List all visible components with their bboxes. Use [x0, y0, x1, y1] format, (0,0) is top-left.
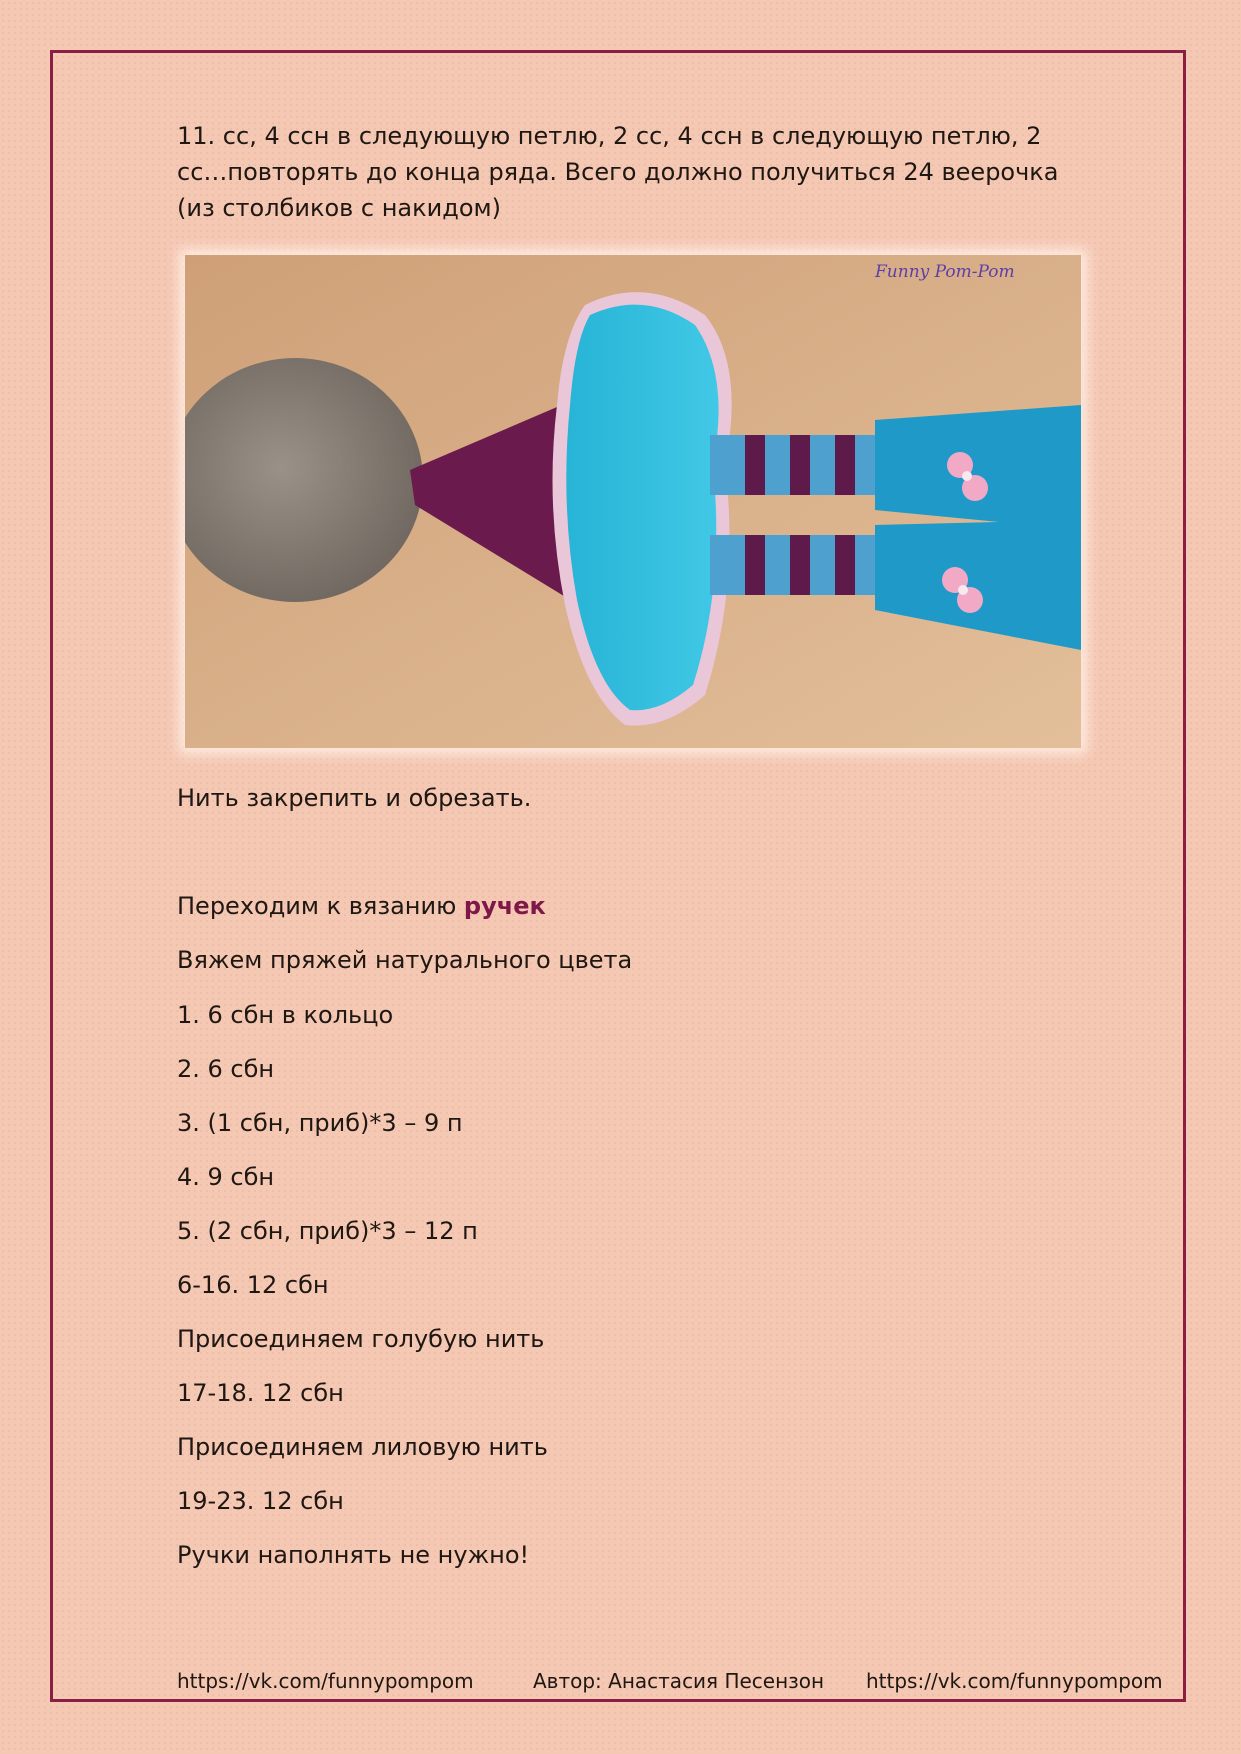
row-item: 2. 6 сбн — [177, 1055, 275, 1083]
row-item: 19-23. 12 сбн — [177, 1487, 344, 1515]
section-intro: Переходим к вязанию — [177, 892, 464, 920]
section-heading — [177, 888, 546, 924]
yarn-note: Вяжем пряжей натурального цвета — [177, 946, 633, 974]
row-11-paragraph: 11. сс, 4 ссн в следующую петлю, 2 сс, 4 ссн в следующую петлю, 2 сс…повторять до конца ряда. Всего должно получиться 24 веерочка (из столбиков с накидом) — [177, 122, 1059, 222]
row-item: 6-16. 12 сбн — [177, 1271, 329, 1299]
doll-photo — [185, 255, 1081, 748]
footer-link-right[interactable]: https://vk.com/funnypompom — [866, 1669, 1163, 1693]
watermark: Funny Pom-Pom — [875, 262, 1015, 282]
row-item: Присоединяем голубую нить — [177, 1325, 545, 1353]
section-accent: ручек — [463, 892, 546, 920]
row-item: 5. (2 сбн, приб)*3 – 12 п — [177, 1217, 478, 1245]
row-item: 17-18. 12 сбн — [177, 1379, 344, 1407]
row-item: Ручки наполнять не нужно! — [177, 1541, 530, 1569]
fasten-off-text: Нить закрепить и обрезать. — [177, 784, 532, 812]
row-item: Присоединяем лиловую нить — [177, 1433, 548, 1461]
footer-link-left[interactable]: https://vk.com/funnypompom — [177, 1669, 474, 1693]
row-item: 3. (1 сбн, приб)*3 – 9 п — [177, 1109, 463, 1137]
footer-author: Автор: Анастасия Песензон — [533, 1669, 825, 1693]
row-item: 4. 9 сбн — [177, 1163, 275, 1191]
row-item: 1. 6 сбн в кольцо — [177, 1001, 394, 1029]
